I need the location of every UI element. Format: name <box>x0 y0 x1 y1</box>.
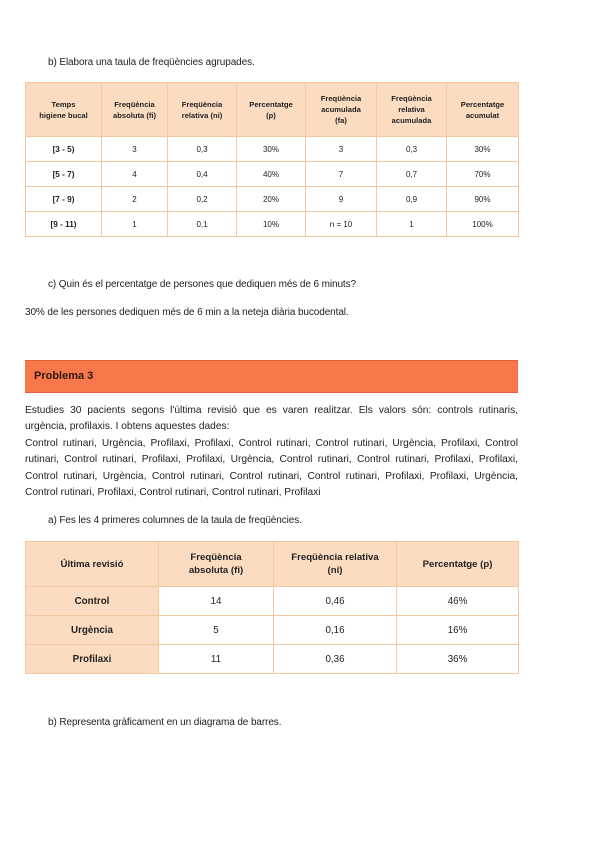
header-cell: Temps higiene bucal <box>26 83 102 137</box>
table-cell: 30% <box>447 137 519 162</box>
table-cell: 90% <box>447 187 519 212</box>
header-cell: Última revisió <box>26 542 159 587</box>
table-cell: 11 <box>159 645 274 674</box>
table-cell: 70% <box>447 162 519 187</box>
problem-3-title: Problema 3 <box>34 370 94 382</box>
section-c-question: c) Quin és el percentatge de persones que dediquen més de 6 minuts? <box>48 279 356 290</box>
table-cell: 0,3 <box>377 137 447 162</box>
category-cell: Control <box>26 587 159 616</box>
table-row <box>26 137 519 162</box>
interval-cell: [3 - 5) <box>26 137 102 162</box>
table-row <box>26 187 519 212</box>
header-cell: Percentatge acumulat <box>447 83 519 137</box>
table-cell: 5 <box>159 616 274 645</box>
table-cell: 0,1 <box>168 212 237 237</box>
category-cell: Urgència <box>26 616 159 645</box>
revision-frequency-table <box>25 541 519 674</box>
table-cell: 10% <box>237 212 306 237</box>
table-cell: 36% <box>397 645 519 674</box>
table-cell: 3 <box>102 137 168 162</box>
table-cell: 0,16 <box>274 616 397 645</box>
table-row <box>26 587 519 616</box>
table-cell: 20% <box>237 187 306 212</box>
table-cell: 0,4 <box>168 162 237 187</box>
header-cell: Freqüència absoluta (fi) <box>102 83 168 137</box>
table-row <box>26 645 519 674</box>
header-cell: Freqüència relativa (ni) <box>274 542 397 587</box>
table-row <box>26 162 519 187</box>
grouped-frequency-table <box>25 82 519 237</box>
table-cell: 3 <box>306 137 377 162</box>
problem-3-question-b: b) Representa gràficament en un diagrama de barres. <box>48 717 282 728</box>
table-cell: 4 <box>102 162 168 187</box>
header-cell: Freqüència relativa (ni) <box>168 83 237 137</box>
table-cell: 0,46 <box>274 587 397 616</box>
header-cell: Percentatge (p) <box>397 542 519 587</box>
header-cell: Freqüència relativa acumulada <box>377 83 447 137</box>
table-row <box>26 212 519 237</box>
table-cell: 30% <box>237 137 306 162</box>
table-cell: 40% <box>237 162 306 187</box>
header-cell: Percentatge (p) <box>237 83 306 137</box>
interval-cell: [9 - 11) <box>26 212 102 237</box>
table-header-row <box>26 83 519 137</box>
problem-3-banner <box>25 360 518 393</box>
table-cell: 1 <box>377 212 447 237</box>
section-c-answer: 30% de les persones dediquen més de 6 min a la neteja diària bucodental. <box>25 307 349 318</box>
table-cell: 0,2 <box>168 187 237 212</box>
data-list-text: Control rutinari, Urgència, Profilaxi, Profilaxi, Control rutinari, Control rutinari, Urgència, Profilaxi, Control rutinari, Control rutinari, Profilaxi, Profilaxi, Urgència, Control rutinari, Control rutinari, Profilaxi, Profilaxi, Control rutinari, Urgència, Control rutinari, Control rutinari, Control rutinari, Profilaxi, Profilaxi, Urgència, Control rutinari, Profilaxi, Control rutinari, Control rutinari, Profilaxi <box>25 437 518 499</box>
table-cell: 2 <box>102 187 168 212</box>
table-cell: 46% <box>397 587 519 616</box>
table-cell: 0,9 <box>377 187 447 212</box>
table-cell: 7 <box>306 162 377 187</box>
section-b-question: b) Elabora una taula de freqüències agrupades. <box>48 57 255 68</box>
table-cell: 0,36 <box>274 645 397 674</box>
table-cell: 0,7 <box>377 162 447 187</box>
interval-cell: [7 - 9) <box>26 187 102 212</box>
problem-3-question-a: a) Fes les 4 primeres columnes de la taula de freqüències. <box>48 515 302 526</box>
table-cell: 16% <box>397 616 519 645</box>
table-cell: 1 <box>102 212 168 237</box>
table-cell: 14 <box>159 587 274 616</box>
category-cell: Profilaxi <box>26 645 159 674</box>
table-row <box>26 616 519 645</box>
interval-cell: [5 - 7) <box>26 162 102 187</box>
intro-text: Estudies 30 pacients segons l'última revisió que es varen realitzar. Els valors són: controls rutinaris, urgència, profilaxis. I obtens aquestes dades: <box>25 405 518 433</box>
table-cell: 100% <box>447 212 519 237</box>
table-cell: n = 10 <box>306 212 377 237</box>
header-cell: Freqüència acumulada (fa) <box>306 83 377 137</box>
table-cell: 9 <box>306 187 377 212</box>
header-cell: Freqüència absoluta (fi) <box>159 542 274 587</box>
problem-3-intro <box>25 403 518 501</box>
table-cell: 0,3 <box>168 137 237 162</box>
table-header-row <box>26 542 519 587</box>
